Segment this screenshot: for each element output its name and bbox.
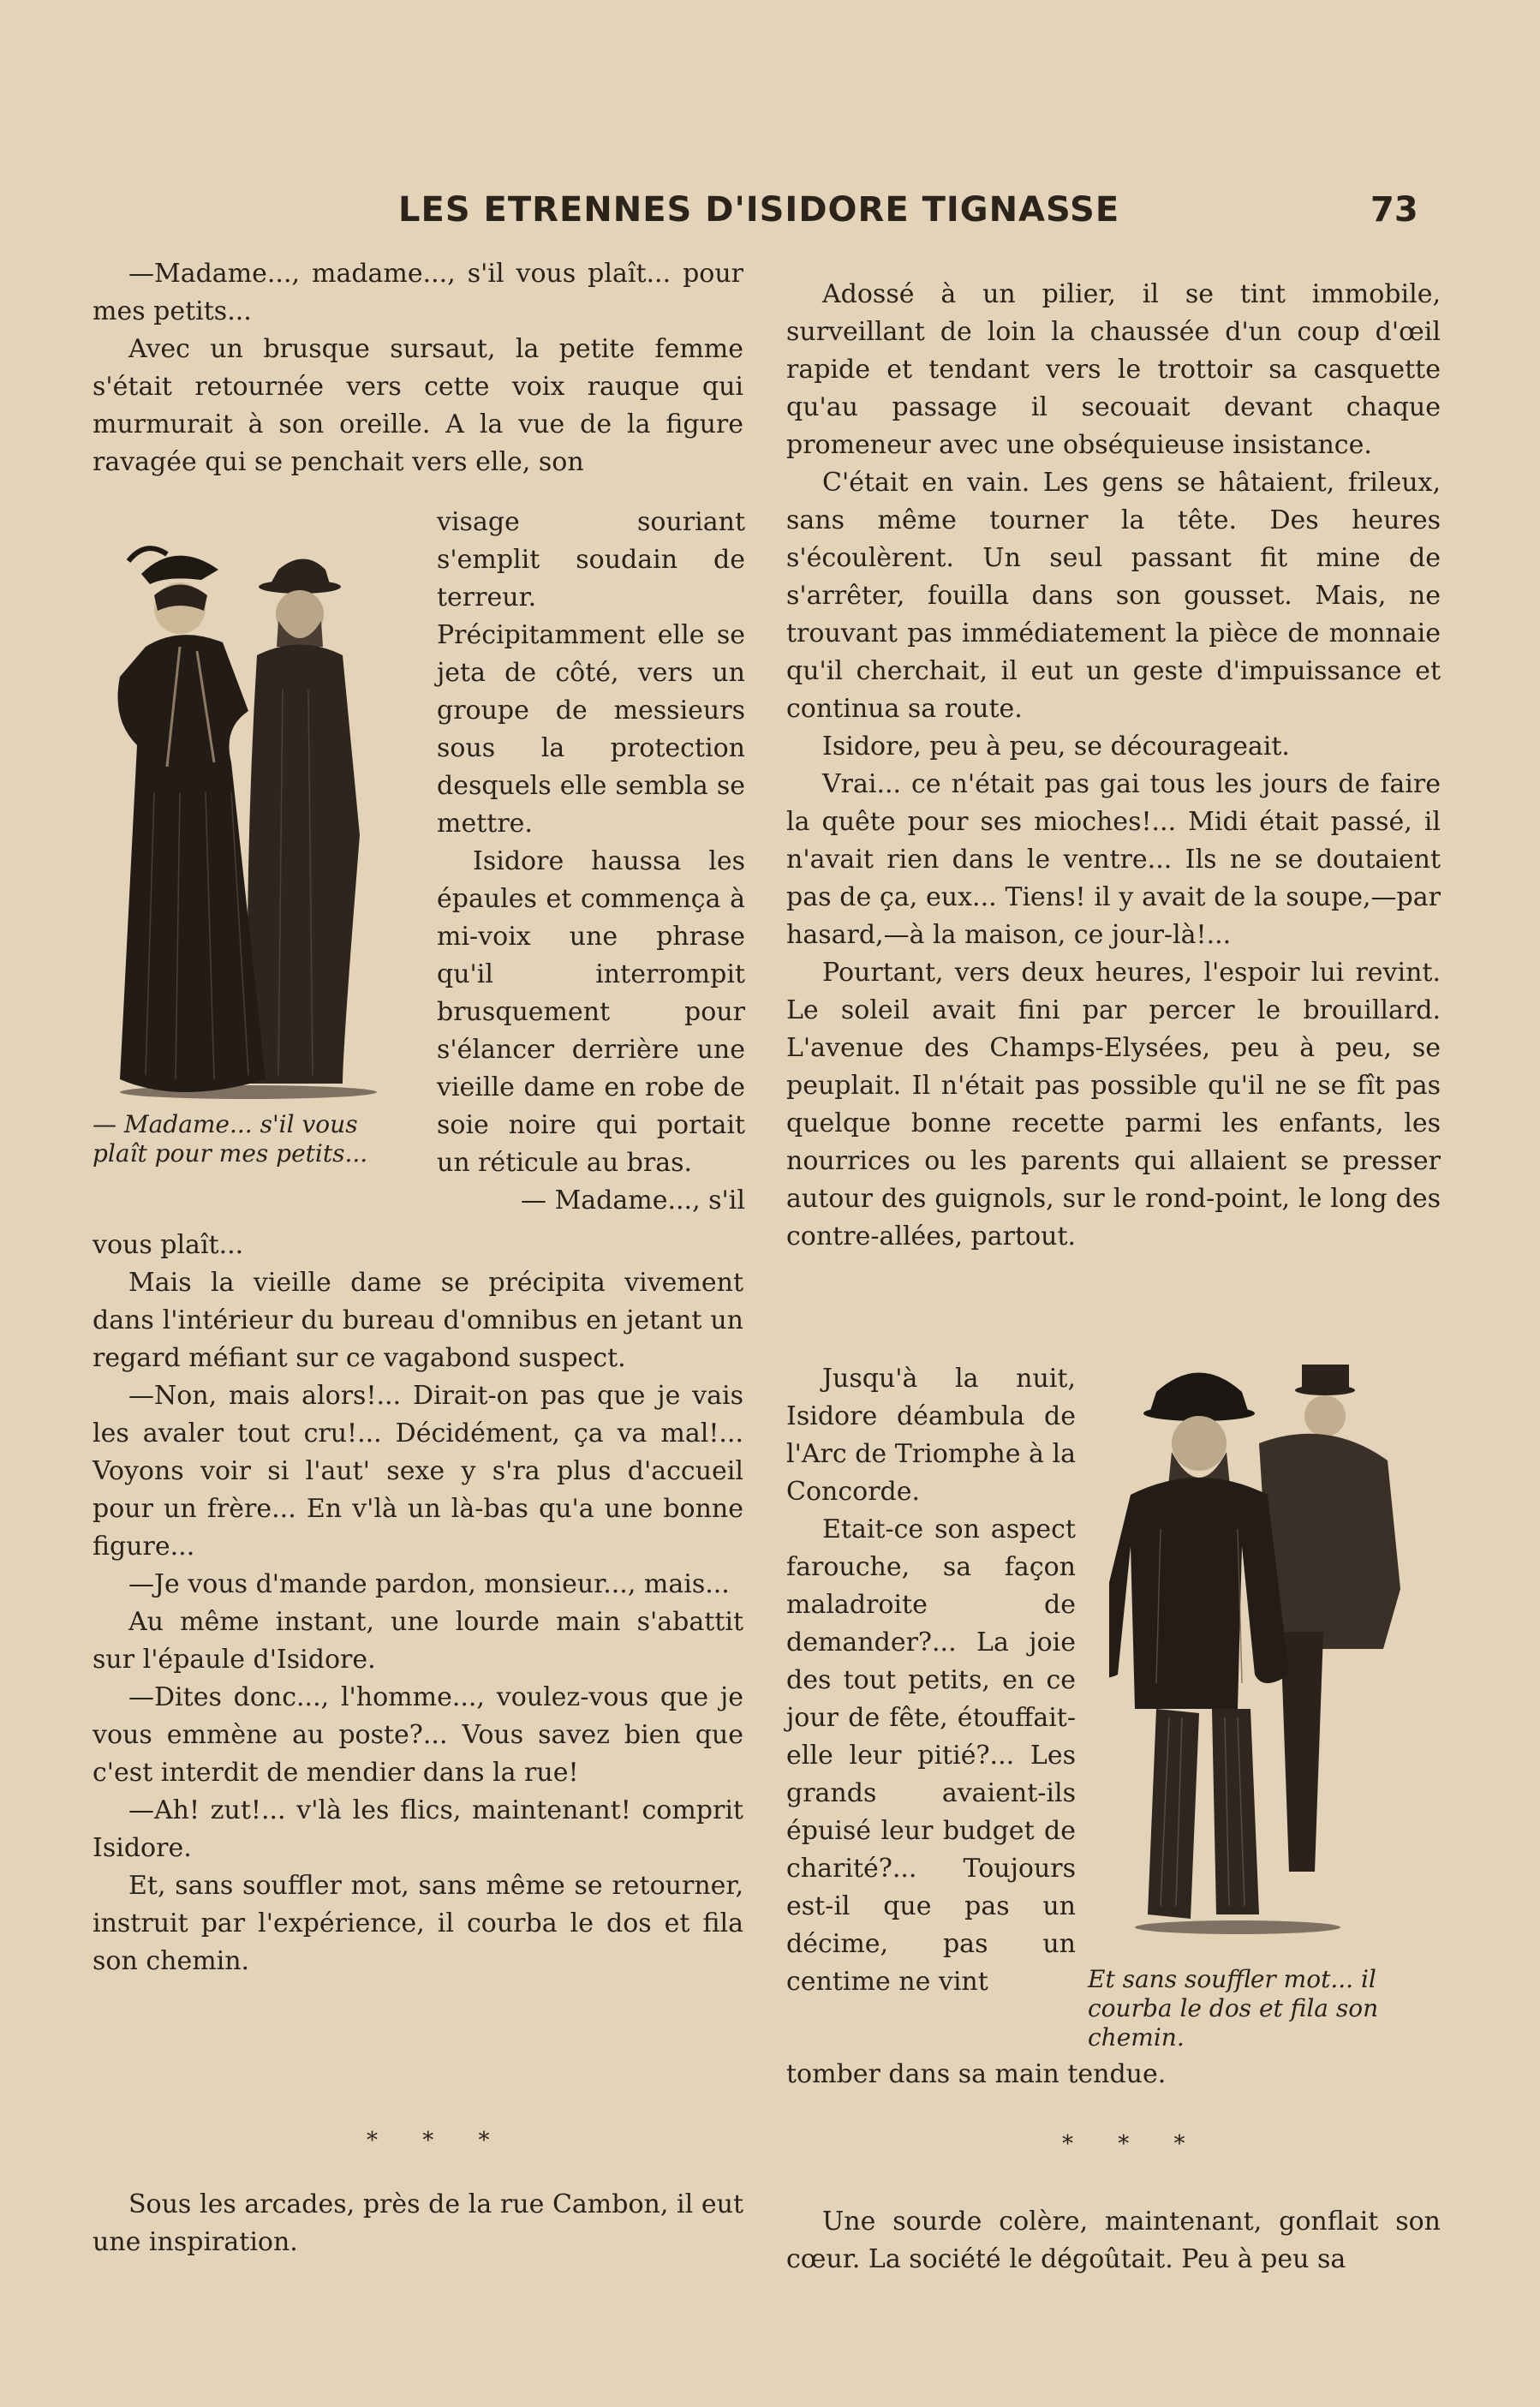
paragraph: visage souriant s'emplit soudain de terreur. Précipitamment elle se jeta de côté, vers un groupe de messieurs sous la protection desquels elle sembla se mettre.: [437, 507, 745, 839]
paragraph: Jusqu'à la nuit, Isidore déambula de l'Arc de Triomphe à la Concorde.: [786, 1364, 1076, 1507]
section-separator: * * *: [367, 2128, 509, 2153]
illustration-vagabond-and-policeman: [1109, 1358, 1405, 1940]
paragraph: —Ah! zut!... v'là les flics, maintenant! comprit Isidore.: [93, 1795, 743, 1863]
right-column-top: [786, 276, 1441, 1256]
paragraph: Mais la vieille dame se précipita vivement dans l'intérieur du bureau d'omnibus en jetant un regard méfiant sur ce vagabond suspect.: [93, 1268, 743, 1373]
paragraph: Isidore, peu à peu, se décourageait.: [822, 732, 1290, 762]
right-column-narrow: [786, 1360, 1076, 2001]
left-column-closing: [93, 2186, 743, 2261]
left-column-bottom: [93, 1227, 743, 1980]
paragraph: Adossé à un pilier, il se tint immobile, surveillant de loin la chaussée d'un coup d'œil rapide et tendant vers le trottoir sa casquette qu'au passage il secouait devant chaque promeneur avec une obséquieuse insistance.: [786, 279, 1441, 460]
paragraph: —Madame..., madame..., s'il vous plaît... pour mes petits...: [93, 259, 743, 326]
paragraph: Et, sans souffler mot, sans même se retourner, instruit par l'expérience, il courba le dos et fila son chemin.: [93, 1871, 743, 1976]
right-column-closing: [786, 2203, 1441, 2279]
running-title: LES ETRENNES D'ISIDORE TIGNASSE: [398, 190, 1120, 230]
illustration-woman-and-vagabond: [94, 535, 394, 1101]
figure-caption-left: — Madame... s'il vous plaît pour mes petits...: [93, 1110, 368, 1168]
left-column-top: [93, 255, 743, 481]
paragraph: Etait-ce son aspect farouche, sa façon maladroite de demander?... La joie des tout petits, en ce jour de fête, étouffait-elle leur pitié?... Les grands avaient-ils épuisé leur budget de charité?... Toujours est-il que pas un décime, pas un centime ne vint: [786, 1514, 1076, 1997]
paragraph: vous plaît...: [93, 1230, 244, 1260]
paragraph: Pourtant, vers deux heures, l'espoir lui revint. Le soleil avait fini par percer le brouillard. L'avenue des Champs-Elysées, peu à peu, se peuplait. Il n'était pas possible qu'il ne se fît pas quelque bonne recette parmi les enfants, les nourrices ou les parents qui allaient se presser autour des guignols, sur le rond-point, le long des contre-allées, partout.: [786, 958, 1441, 1251]
paragraph: Une sourde colère, maintenant, gonflait son cœur. La société le dégoûtait. Peu à peu sa: [786, 2207, 1441, 2274]
page-number: 73: [1370, 190, 1418, 230]
paragraph: —Dites donc..., l'homme..., voulez-vous que je vous emmène au poste?... Vous savez bien que c'est interdit de mendier dans la rue!: [93, 1682, 743, 1788]
right-column-tail: [786, 2056, 1441, 2093]
paragraph: —Je vous d'mande pardon, monsieur..., mais...: [128, 1569, 730, 1599]
figure-caption-right: Et sans souffler mot... il courba le dos et fila son chemin.: [1088, 1965, 1379, 2052]
paragraph: Vrai... ce n'était pas gai tous les jours de faire la quête pour ses mioches!... Midi était passé, il n'avait rien dans le ventre... Ils ne se doutaient pas de ça, eux... Tiens! il y avait de la soupe,—par hasard,—à la maison, ce jour-là!...: [786, 769, 1441, 950]
section-separator: * * *: [1062, 2131, 1204, 2157]
paragraph: Isidore haussa les épaules et commença à mi-voix une phrase qu'il interrompit brusquement pour s'élancer derrière une vieille dame en robe de soie noire qui portait un réticule au bras.: [437, 846, 745, 1178]
paragraph: Avec un brusque sursaut, la petite femme s'était retournée vers cette voix rauque qui murmurait à son oreille. A la vue de la figure ravagée qui se penchait vers elle, son: [93, 334, 743, 477]
paragraph: Sous les arcades, près de la rue Cambon, il eut une inspiration.: [93, 2189, 743, 2257]
paragraph: —Non, mais alors!... Dirait-on pas que je vais les avaler tout cru!... Décidément, ça va mal!... Voyons voir si l'aut' sexe y s'ra plus d'accueil pour un frère... En v'là un là-bas qu'a une bonne figure...: [93, 1381, 743, 1562]
paragraph: tomber dans sa main tendue.: [786, 2059, 1167, 2089]
left-column-narrow: [437, 504, 745, 1220]
paragraph: — Madame..., s'il: [521, 1186, 745, 1215]
paragraph: C'était en vain. Les gens se hâtaient, frileux, sans même tourner la tête. Des heures s'écoulèrent. Un seul passant fit mine de s'arrêter, fouilla dans son gousset. Mais, ne trouvant pas immédiatement la pièce de monnaie qu'il cherchait, il eut un geste d'impuissance et continua sa route.: [786, 468, 1441, 724]
paragraph: Au même instant, une lourde main s'abattit sur l'épaule d'Isidore.: [93, 1607, 743, 1675]
